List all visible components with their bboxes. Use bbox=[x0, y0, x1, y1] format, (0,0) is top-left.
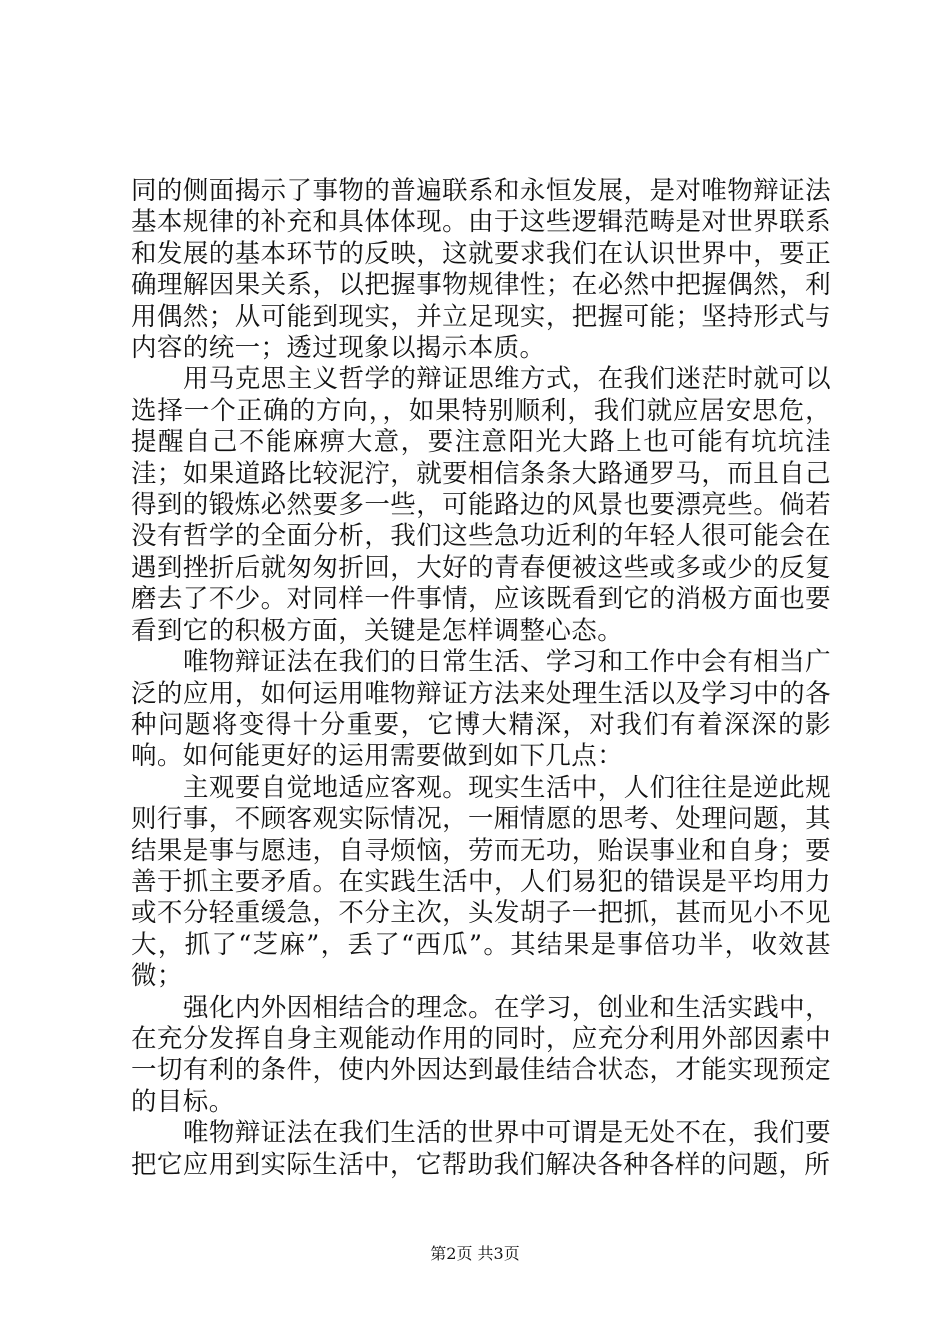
document-body bbox=[131, 176, 831, 1181]
paragraph-6: 唯物辩证法在我们生活的世界中可谓是无处不在，我们要把它应用到实际生活中，它帮助我们解决各种各样的问题，所 bbox=[131, 1118, 831, 1180]
paragraph-3: 唯物辩证法在我们的日常生活、学习和工作中会有相当广泛的应用，如何运用唯物辩证方法来处理生活以及学习中的各种问题将变得十分重要，它博大精深，对我们有着深深的影响。如何能更好的运用需要做到如下几点： bbox=[131, 647, 831, 772]
paragraph-5: 强化内外因相结合的理念。在学习，创业和生活实践中，在充分发挥自身主观能动作用的同时，应充分利用外部因素中一切有利的条件，使内外因达到最佳结合状态，才能实现预定的目标。 bbox=[131, 992, 831, 1117]
page-number-footer: 第2页 共3页 bbox=[430, 1244, 520, 1263]
paragraph-2: 用马克思主义哲学的辩证思维方式，在我们迷茫时就可以选择一个正确的方向，，如果特别顺利，我们就应居安思危，提醒自己不能麻痹大意，要注意阳光大路上也可能有坑坑洼洼；如果道路比较泥泞，就要相信条条大路通罗马，而且自己得到的锻炼必然要多一些，可能路边的风景也要漂亮些。倘若没有哲学的全面分析，我们这些急功近利的年轻人很可能会在遇到挫折后就匆匆折回，大好的青春便被这些或多或少的反复磨去了不少。对同样一件事情，应该既看到它的消极方面也要看到它的积极方面，关键是怎样调整心态。 bbox=[131, 364, 831, 646]
paragraph-1: 同的侧面揭示了事物的普遍联系和永恒发展，是对唯物辩证法基本规律的补充和具体体现。由于这些逻辑范畴是对世界联系和发展的基本环节的反映，这就要求我们在认识世界中，要正确理解因果关系，以把握事物规律性；在必然中把握偶然，利用偶然；从可能到现实，并立足现实，把握可能；坚持形式与内容的统一；透过现象以揭示本质。 bbox=[131, 176, 831, 364]
paragraph-4: 主观要自觉地适应客观。现实生活中，人们往往是逆此规则行事，不顾客观实际情况，一厢情愿的思考、处理问题，其结果是事与愿违，自寻烦恼，劳而无功，贻误事业和自身；要善于抓主要矛盾。在实践生活中，人们易犯的错误是平均用力或不分轻重缓急，不分主次，头发胡子一把抓，甚而见小不见大，抓了“芝麻”，丢了“西瓜”。其结果是事倍功半，收效甚微； bbox=[131, 772, 831, 992]
